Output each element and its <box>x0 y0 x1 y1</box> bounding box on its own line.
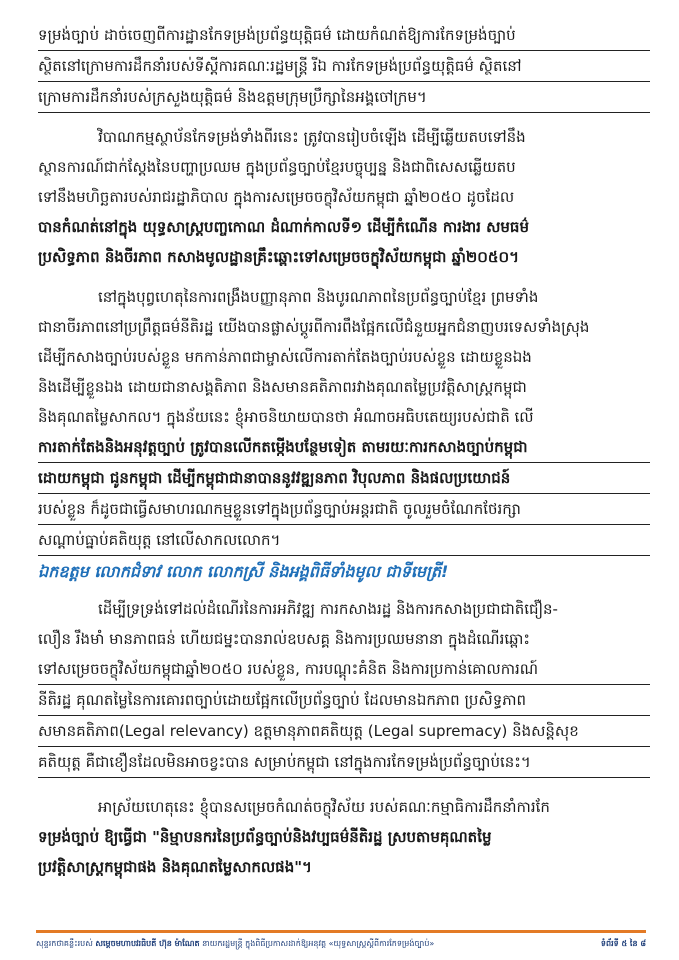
text-line: ការតាក់តែងនិងអនុវត្តច្បាប់ ត្រូវបានលើកតម្កើងបន្ថែមទៀត តាមរយៈការកសាងច្បាប់កម្ពុជា <box>38 432 650 463</box>
text-line: ក្រោមការដឹកនាំរបស់ក្រសួងយុត្តិធម៌ និងឧត្តមក្រុមប្រឹក្សានៃអង្គចៅក្រម។ <box>38 82 650 113</box>
text-line: ទៅនឹងមហិច្ឆតារបស់រាជរដ្ឋាភិបាល ក្នុងការសម្រេចចក្ខុវិស័យកម្ពុជា ឆ្នាំ២០៥០ ដូចដែល <box>38 188 515 206</box>
footer-event: នាយករដ្ឋមន្ត្រី ក្នុងពិធីប្រកាសដាក់ឱ្យអនុវត្ត «យុទ្ធសាស្ត្រស្ដីពីការកែទម្រង់ច្បាប់» <box>202 939 435 948</box>
paragraph-1 <box>38 20 650 113</box>
page-footer <box>36 936 646 952</box>
text-line: វិបាណកម្មស្ថាប័នកែទម្រង់ទាំងពីរនេះ ត្រូវបានរៀបចំឡើង ដើម្បីឆ្លើយតបទៅនឹង <box>98 128 526 146</box>
text-line: លឿន រឹងមាំ មានភាពធន់ ហើយជម្នះបានរាល់ឧបសគ្គ និងការប្រឈមនានា ក្នុងដំណើរឆ្ពោះ <box>38 630 531 648</box>
text-line: របស់ខ្លួន ក៏ដូចជាធ្វើសមាហរណកម្មខ្លួនទៅក្នុងប្រព័ន្ធច្បាប់អន្តរជាតិ ចូលរួមចំណែកថែរក្សា <box>38 494 650 525</box>
footer-speaker: សម្ដេចមហាបវរធិបតី ហ៊ុន ម៉ាណែត <box>95 939 200 948</box>
page-number: ទំព័រទី ៥ នៃ ៨ <box>600 939 646 948</box>
text-line: គតិយុត្ត គឺជាខឿនដែលមិនអាចខ្វះបាន សម្រាប់កម្ពុជា នៅក្នុងការកែទម្រង់ប្រព័ន្ធច្បាប់នេះ។ <box>38 747 650 778</box>
text-line: ជានាចីរភាពនៅប្រព្រឹត្តធម៌នីតិរដ្ឋ យើងបានផ្លាស់ប្ដូរពីការពឹងផ្អែកលើជំនួយអ្នកជំនាញបរទេសទាំងស្រុង <box>38 318 590 336</box>
paragraph-4 <box>38 594 650 778</box>
paragraph-2 <box>38 122 650 272</box>
text-line: ដោយកម្ពុជា ជូនកម្ពុជា ដើម្បីកម្ពុជាជានាបាននូវវឌ្ឍនភាព វិបុលភាព និងផលប្រយោជន៍ <box>38 463 650 494</box>
text-line: ប្រសិទ្ធភាព និងចីរភាព កសាងមូលដ្ឋានគ្រឹះឆ្ពោះទៅសម្រេចចក្ខុវិស័យកម្ពុជា ឆ្នាំ២០៥០។ <box>38 248 519 266</box>
text-line: និងដើម្បីខ្លួនឯង ដោយជានាសង្គតិភាព និងសមានគតិភាពរវាងគុណតម្លៃប្រវត្តិសាស្ត្រកម្ពុជា <box>38 378 527 396</box>
text-line: នៅក្នុងបុព្វហេតុនៃការពង្រឹងបញ្ញានុភាព និងបូរណភាពនៃប្រព័ន្ធច្បាប់ខ្មែរ ព្រមទាំង <box>98 288 539 306</box>
text-line: ប្រវត្តិសាស្ត្រកម្ពុជាផង និងគុណតម្លៃសាកលផង"។ <box>38 858 312 876</box>
text-line: នីតិរដ្ឋ គុណតម្លៃនៃការគោរពច្បាប់ដោយផ្អែកលើប្រព័ន្ធច្បាប់ ដែលមានឯកភាព ប្រសិទ្ធភាព <box>38 685 650 716</box>
text-line: ស្ថានការណ៍ជាក់ស្ដែងនៃបញ្ហាប្រឈម ក្នុងប្រព័ន្ធច្បាប់ខ្មែរបច្ចុប្បន្ន និងជាពិសេសឆ្លើយតប <box>38 158 516 176</box>
text-line: ដើម្បីទ្រទ្រង់ទៅដល់ដំណើរនៃការអភិវឌ្ឍ ការកសាងរដ្ឋ និងការកសាងប្រជាជាតិជឿន- <box>98 600 558 618</box>
text-line: ទម្រង់ច្បាប់ ដាច់ចេញពីការដ្ឋានកែទម្រង់ប្រព័ន្ធយុត្តិធម៌ ដោយកំណត់ឱ្យការកែទម្រង់ច្បាប់ <box>38 20 650 51</box>
text-line: និងគុណតម្លៃសាកល។ ក្នុងន័យនេះ ខ្ញុំអាចនិយាយបានថា អំណាចអធិបតេយ្យរបស់ជាតិ លើ <box>38 408 534 426</box>
text-line: ដើម្បីកសាងច្បាប់របស់ខ្លួន មកកាន់ភាពជាម្ចាស់លើការតាក់តែងច្បាប់របស់ខ្លួន ដោយខ្លួនឯង <box>38 348 532 366</box>
text-line: បានកំណត់នៅក្នុង យុទ្ធសាស្ត្របញ្ចកោណ ដំណាក់កាលទី១ ដើម្បីកំណើន ការងារ សមធម៌ <box>38 218 529 236</box>
text-line: ស្ថិតនៅក្រោមការដឹកនាំរបស់ទីស្ដីការគណៈរដ្ឋមន្ត្រី រីឯ ការកែទម្រង់ប្រព័ន្ធយុត្តិធម៌ ស្ថិតនៅ <box>38 51 650 82</box>
text-line: សមានគតិភាព(Legal relevancy) ឧត្ដមានុភាពគតិយុត្ត (Legal supremacy) និងសន្តិសុខ <box>38 716 650 747</box>
paragraph-3 <box>38 282 650 556</box>
text-line: សណ្ដាប់ធ្នាប់គតិយុត្ត នៅលើសាកលលោក។ <box>38 525 650 556</box>
footer-prefix: សុន្ទរកថាគន្លឹះរបស់ <box>36 939 93 948</box>
text-line: ទៅសម្រេចចក្ខុវិស័យកម្ពុជាឆ្នាំ២០៥០ របស់ខ្លួន, ការបណ្ដុះគំនិត និងការប្រកាន់គោលការណ៍ <box>38 654 650 685</box>
section-heading: ឯកឧត្ដម លោកជំទាវ លោក លោកស្រី និងអង្គពិធីទាំងមូល ជាទីមេត្រី! <box>38 562 449 581</box>
text-line: អាស្រ័យហេតុនេះ ខ្ញុំបានសម្រេចកំណត់ចក្ខុវិស័យ របស់គណៈកម្មាធិការដឹកនាំការកែ <box>98 798 550 816</box>
footer-divider <box>36 930 646 933</box>
paragraph-5 <box>38 792 650 882</box>
text-line: ទម្រង់ច្បាប់ ឱ្យធ្វើជា "និម្មាបនករនៃប្រព័ន្ធច្បាប់និងវប្បធម៌នីតិរដ្ឋ ស្របតាមគុណតម្លៃ <box>38 828 492 846</box>
